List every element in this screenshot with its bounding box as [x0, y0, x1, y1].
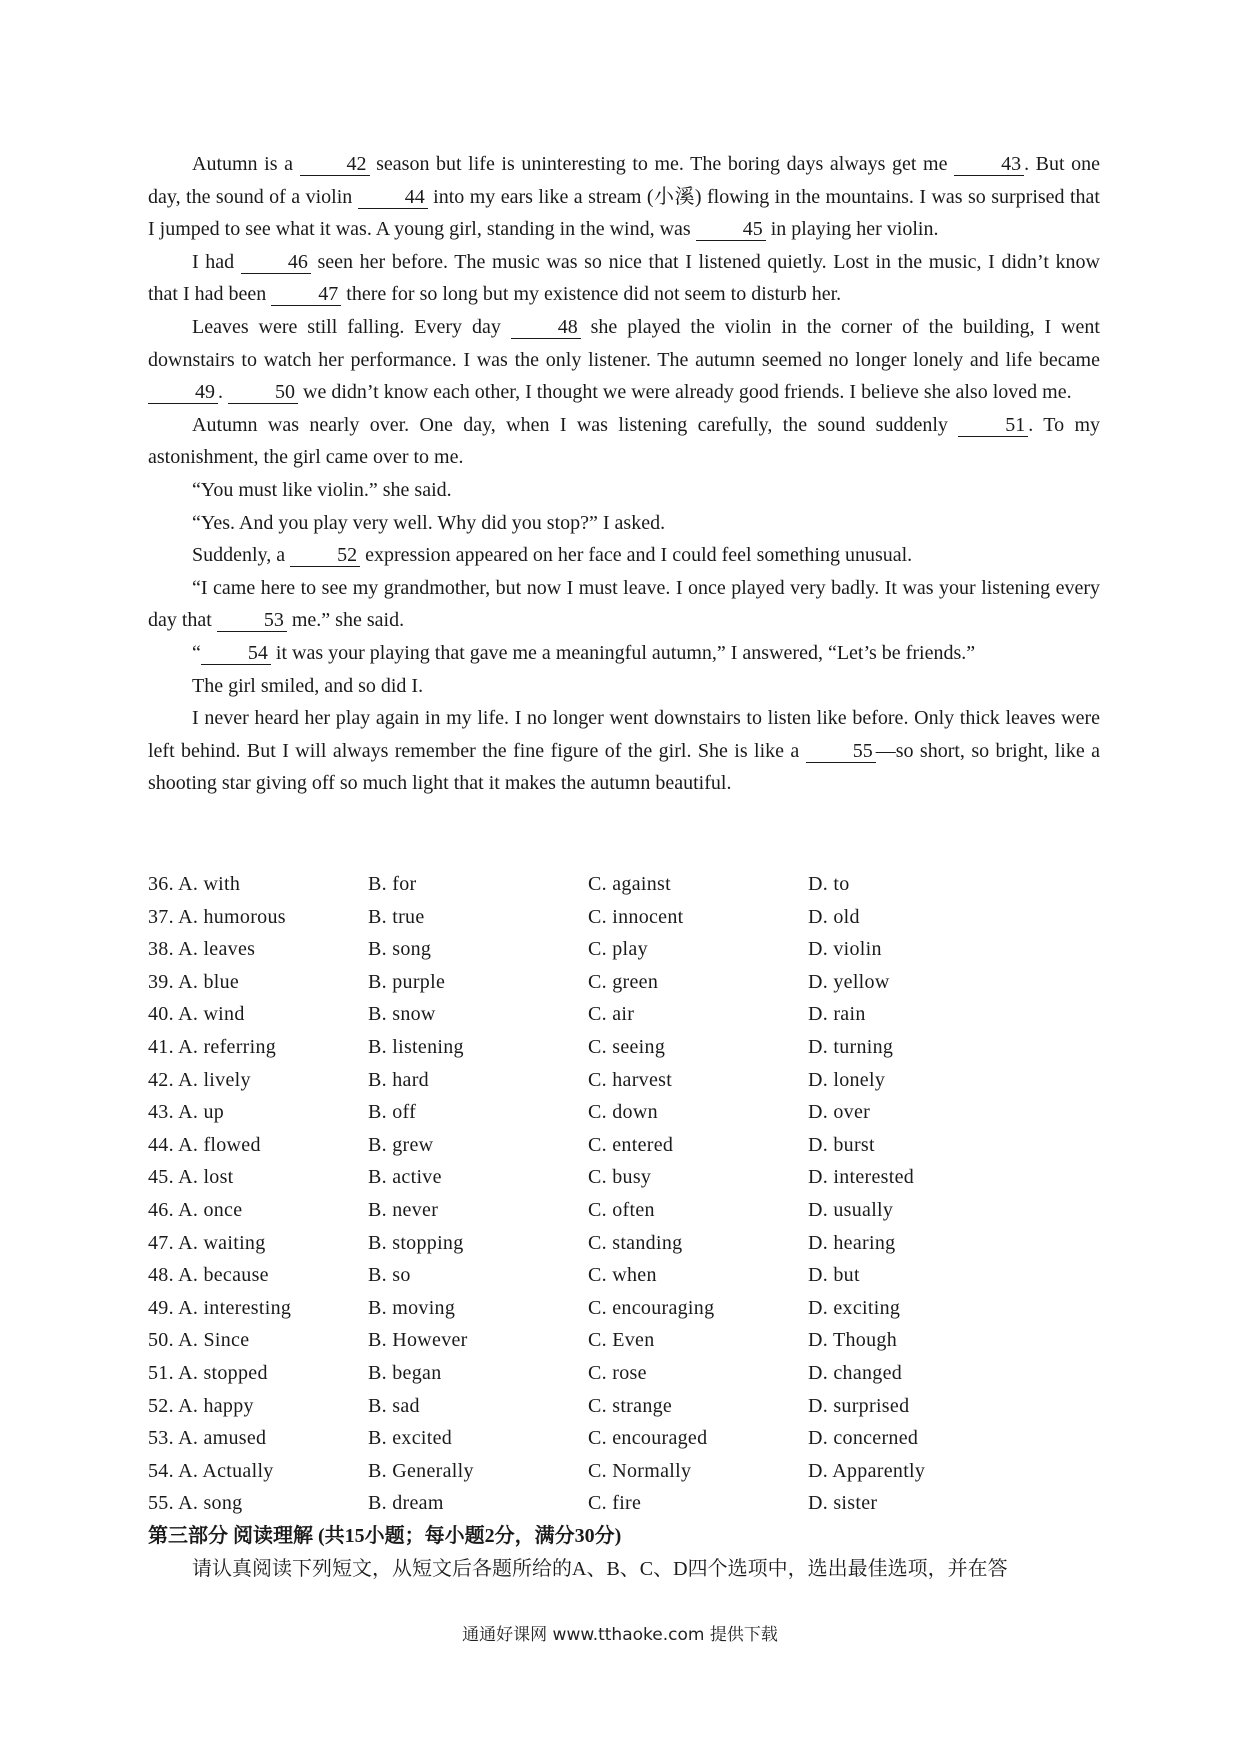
blank-50: 50: [228, 381, 298, 404]
option-d: D. turning: [808, 1035, 894, 1058]
option-row: [148, 868, 1100, 901]
option-c: C. fire: [588, 1492, 642, 1515]
option-b: B. snow: [368, 1003, 436, 1026]
option-a: 49. A. interesting: [148, 1296, 292, 1319]
option-b: B. stopping: [368, 1231, 464, 1254]
blank-45: 45: [696, 218, 766, 241]
option-row: [148, 1031, 1100, 1064]
option-c: C. green: [588, 970, 659, 993]
option-b: B. However: [368, 1329, 468, 1352]
blank-42: 42: [300, 153, 370, 176]
paragraph-2: I had 46 seen her before. The music was so nice that I listened quietly. Lost in the music, I didn’t know that I had been 47 there for so long but my existence did not seem to disturb her.: [148, 250, 1100, 306]
option-a: 42. A. lively: [148, 1068, 251, 1091]
answer-options: [148, 868, 1100, 1520]
option-a: 46. A. once: [148, 1198, 243, 1221]
page-footer: 通通好课网 www.tthaoke.com 提供下载: [462, 1625, 778, 1645]
option-c: C. rose: [588, 1361, 647, 1384]
option-row: [148, 1487, 1100, 1520]
option-row: [148, 1259, 1100, 1292]
option-b: B. sad: [368, 1394, 420, 1417]
option-c: C. Even: [588, 1329, 655, 1352]
option-c: C. against: [588, 873, 671, 895]
blank-47: 47: [271, 283, 341, 306]
option-row: [148, 901, 1100, 934]
option-row: [148, 933, 1100, 966]
paragraph-7: Suddenly, a 52 expression appeared on her face and I could feel something unusual.: [192, 544, 913, 567]
section-title: 第三部分 阅读理解 (共15小题；每小题2分，满分30分): [148, 1525, 622, 1547]
option-row: [148, 1390, 1100, 1423]
option-b: B. off: [368, 1101, 417, 1124]
option-row: [148, 1194, 1100, 1227]
option-b: B. true: [368, 905, 425, 928]
option-d: D. violin: [808, 938, 882, 961]
option-d: D. old: [808, 905, 860, 928]
blank-48: 48: [511, 316, 581, 339]
option-d: D. to: [808, 873, 850, 895]
option-a: 51. A. stopped: [148, 1361, 268, 1384]
option-a: 53. A. amused: [148, 1427, 267, 1450]
option-row: [148, 1292, 1100, 1325]
option-d: D. hearing: [808, 1231, 896, 1254]
option-c: C. encouraged: [588, 1427, 708, 1450]
option-c: C. when: [588, 1264, 657, 1287]
paragraph-4: Autumn was nearly over. One day, when I was listening carefully, the sound suddenly 51 . To my astonishment, the girl came over to me.: [148, 413, 1100, 469]
section-instruction: 请认真阅读下列短文，从短文后各题所给的A、B、C、D四个选项中，选出最佳选项，并在答: [192, 1558, 1008, 1580]
option-c: C. strange: [588, 1394, 673, 1417]
option-b: B. never: [368, 1198, 439, 1221]
option-c: C. innocent: [588, 905, 684, 928]
option-a: 45. A. lost: [148, 1166, 234, 1189]
paragraph-1: Autumn is a 42 season but life is uninteresting to me. The boring days always get me 43 . But one day, the sound of a violin 44 into my ears like a stream (小溪) flowing in the mountains. I was so surprised that I jumped to see what it was. A young girl, standing in the wind, was 45 in playing her violin.: [148, 153, 1101, 241]
option-row: [148, 1324, 1100, 1357]
option-c: C. entered: [588, 1133, 674, 1156]
option-d: D. interested: [808, 1166, 915, 1189]
option-row: [148, 1422, 1100, 1455]
option-row: [148, 1096, 1100, 1129]
option-a: 55. A. song: [148, 1492, 243, 1515]
option-b: B. for: [368, 873, 417, 895]
option-a: 48. A. because: [148, 1264, 269, 1287]
option-row: [148, 1129, 1100, 1162]
option-a: 52. A. happy: [148, 1394, 254, 1417]
option-c: C. air: [588, 1003, 635, 1026]
option-a: 38. A. leaves: [148, 938, 256, 961]
option-b: B. hard: [368, 1068, 429, 1091]
blank-52: 52: [290, 544, 360, 567]
option-row: [148, 966, 1100, 999]
blank-44: 44: [358, 186, 428, 209]
blank-54: 54: [201, 642, 271, 665]
option-d: D. rain: [808, 1003, 866, 1026]
option-b: B. moving: [368, 1296, 456, 1319]
option-b: B. purple: [368, 970, 446, 993]
option-c: C. standing: [588, 1231, 683, 1254]
option-a: 54. A. Actually: [148, 1459, 274, 1482]
option-row: [148, 1357, 1100, 1390]
option-d: D. concerned: [808, 1427, 919, 1450]
paragraph-9: “ 54 it was your playing that gave me a meaningful autumn,” I answered, “Let’s be friends.”: [192, 641, 976, 664]
option-row: [148, 1455, 1100, 1488]
option-b: B. dream: [368, 1492, 444, 1515]
option-d: D. sister: [808, 1492, 878, 1515]
option-b: B. began: [368, 1361, 442, 1384]
option-c: C. harvest: [588, 1068, 673, 1091]
option-c: C. down: [588, 1101, 658, 1124]
option-b: B. active: [368, 1166, 442, 1189]
blank-43: 43: [954, 153, 1024, 176]
paragraph-10: The girl smiled, and so did I.: [192, 674, 424, 697]
option-a: 47. A. waiting: [148, 1231, 266, 1254]
option-b: B. listening: [368, 1035, 464, 1058]
option-a: 41. A. referring: [148, 1035, 277, 1058]
option-b: B. song: [368, 938, 432, 961]
option-d: D. changed: [808, 1361, 903, 1384]
option-row: [148, 998, 1100, 1031]
option-d: D. surprised: [808, 1394, 910, 1417]
blank-49: 49: [148, 381, 218, 404]
option-c: C. play: [588, 938, 648, 961]
option-c: C. busy: [588, 1166, 652, 1189]
paragraph-3: Leaves were still falling. Every day 48 she played the violin in the corner of the building, I went downstairs to watch her performance. I was the only listener. The autumn seemed no longer lonely and life became 49 . 50 we didn’t know each other, I thought we were already good friends. I believe she also loved me.: [148, 315, 1100, 404]
paragraph-11: I never heard her play again in my life. I no longer went downstairs to listen like before. Only thick leaves were left behind. But I will always remember the fine figure of the girl. She is like a 55 —so short, so bright, like a shooting star giving off so much light that it makes the autumn beautiful.: [148, 707, 1100, 795]
option-c: C. encouraging: [588, 1296, 715, 1319]
option-row: [148, 1227, 1100, 1260]
option-a: 43. A. up: [148, 1101, 225, 1124]
option-d: D. Though: [808, 1329, 897, 1352]
option-a: 37. A. humorous: [148, 905, 286, 928]
option-d: D. yellow: [808, 970, 890, 993]
option-row: [148, 1064, 1100, 1097]
option-b: B. so: [368, 1264, 411, 1287]
option-d: D. exciting: [808, 1296, 901, 1319]
option-c: C. seeing: [588, 1035, 666, 1058]
option-row: [148, 1161, 1100, 1194]
option-b: B. excited: [368, 1427, 453, 1450]
paragraph-5: “You must like violin.” she said.: [192, 478, 452, 501]
option-a: 39. A. blue: [148, 970, 240, 993]
option-d: D. over: [808, 1101, 871, 1124]
option-d: D. Apparently: [808, 1459, 926, 1482]
option-a: 36. A. with: [148, 873, 241, 895]
option-c: C. Normally: [588, 1459, 692, 1482]
option-d: D. lonely: [808, 1068, 886, 1091]
blank-51: 51: [958, 414, 1028, 437]
paragraph-6: “Yes. And you play very well. Why did you stop?” I asked.: [192, 511, 666, 534]
option-d: D. burst: [808, 1133, 875, 1156]
option-d: D. usually: [808, 1198, 894, 1221]
blank-46: 46: [241, 251, 311, 274]
blank-53: 53: [217, 609, 287, 632]
option-b: B. grew: [368, 1133, 434, 1156]
option-a: 50. A. Since: [148, 1329, 250, 1352]
option-d: D. but: [808, 1264, 860, 1287]
option-a: 40. A. wind: [148, 1003, 245, 1026]
cloze-passage: [148, 148, 1100, 800]
option-b: B. Generally: [368, 1459, 474, 1482]
option-c: C. often: [588, 1198, 655, 1221]
blank-55: 55: [806, 740, 876, 763]
paragraph-8: “I came here to see my grandmother, but now I must leave. I once played very badly. It was your listening every day that 53 me.” she said.: [148, 576, 1100, 632]
option-a: 44. A. flowed: [148, 1133, 261, 1156]
